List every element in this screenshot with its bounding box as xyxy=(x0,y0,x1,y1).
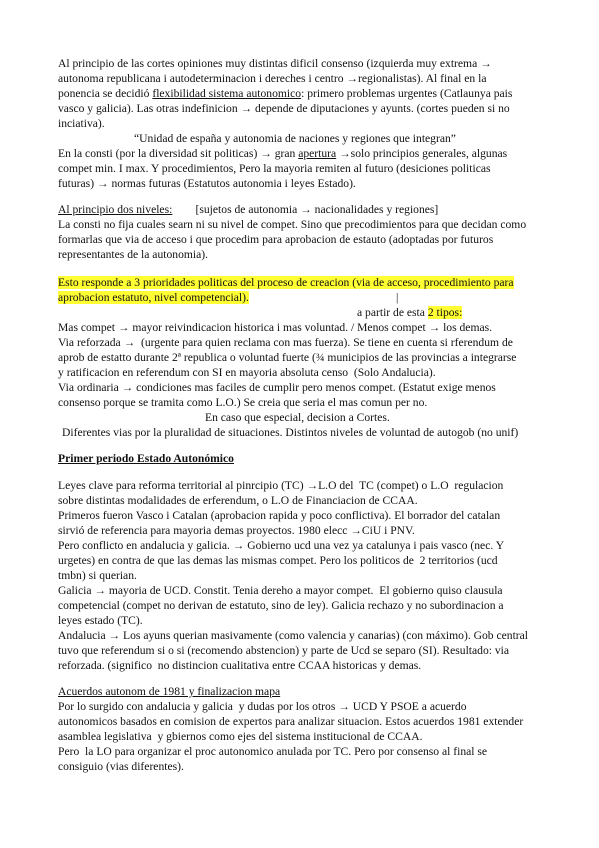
text-line: Al principio de las cortes opiniones muy distintas dificil consenso (izquierda muy extrema → xyxy=(58,57,492,70)
text-line: Pero conflicto en andalucia y galicia. → Gobierno ucd una vez ya catalunya i pais vasco (nec. Y xyxy=(58,539,505,552)
text-line: Por lo surgido con andalucia y galicia y dudas por los otros → UCD Y PSOE a acuerdo xyxy=(58,700,467,713)
underlined-term: flexibilidad sistema autonomico xyxy=(152,87,302,100)
text-line: sobre distintas modalidades de erferendum, o L.O de Financiacion de CCAA. xyxy=(58,494,418,507)
text-line: vasco y galicia). Las otras indefinicion → depende de diputaciones y ayunts. (cortes pueden si no xyxy=(58,102,510,115)
text-line: En caso que especial, decision a Cortes. xyxy=(205,411,390,424)
text-line: inciativa). xyxy=(58,117,105,130)
text-line: Primeros fueron Vasco i Catalan (aprobacion rapida y poco conflictiva). El borrador del catalan xyxy=(58,509,501,522)
highlighted-line xyxy=(58,290,249,305)
subheading: Acuerdos autonom de 1981 y finalizacion mapa xyxy=(58,685,281,698)
text-line: En la consti (por la diversidad sit politicas) → gran apertura →solo principios generales, algunas xyxy=(58,147,508,160)
text-line: futuras) → normas futuras (Estatutos autonomia i leyes Estado). xyxy=(58,177,356,190)
highlight: Esto responde a 3 prioridades politicas del proceso de creacion (via de acceso, procedimiento para xyxy=(58,276,514,289)
text-line: y ratificacion en referendum con SI en mayoria absoluta censo (Solo Andalucia). xyxy=(58,366,436,379)
text-line: autonomicos basados en comision de expertos para analizar situacion. Estos acuerdos 1981 extender xyxy=(58,715,524,728)
text-line: Pero la LO para organizar el proc autonomico anulada por TC. Pero por consenso al final se xyxy=(58,745,488,758)
text-line: Al principio dos niveles: [sujetos de autonomia → nacionalidades y regiones] xyxy=(58,203,439,216)
text-line: autonoma republicana i autodeterminacion i dereches i centro →regionalistas). Al final en la xyxy=(58,72,487,85)
text-line: Leyes clave para reforma territorial al pinrcipio (TC) →L.O del TC (compet) o L.O regulacion xyxy=(58,479,504,492)
text-line: a partir de esta 2 tipos: xyxy=(357,306,463,319)
subheading: Al principio dos niveles: xyxy=(58,203,173,216)
text-line: Diferentes vias por la pluralidad de situaciones. Distintos niveles de voluntad de autogob (no unif) xyxy=(62,426,519,439)
underlined-term: apertura xyxy=(298,147,337,160)
text-line: La consti no fija cuales searn ni su nivel de compet. Sino que precodimientos para que decidan como xyxy=(58,218,527,231)
text-line: Galicia → mayoria de UCD. Constit. Tenia dereho a mayor compet. El gobierno quiso clausula xyxy=(58,584,503,597)
text-line: compet min. I max. Y procedimientos, Pero la mayoria remiten al futuro (desiciones politicas xyxy=(58,162,491,175)
text-line: urgetes) en contra de que las demas las mismas compet. Pero los politicos de 2 territorios (ucd xyxy=(58,554,498,567)
quote-line: “Unidad de españa y autonomia de naciones y regiones que integran” xyxy=(134,132,456,145)
text-line: reforzada. (significo no distincion cualitativa entre CCAA historicas y demas. xyxy=(58,659,422,672)
text-line: competencial (compet no derivan de estatuto, sino de ley). Galicia rechazo y no subordinacion a xyxy=(58,599,504,612)
text-line: representantes de la autonomia). xyxy=(58,248,209,261)
text-line: consiguio (vias diferentes). xyxy=(58,760,184,773)
highlight: aprobacion estatuto, nivel competencial). xyxy=(58,291,249,304)
text-line: asamblea legislativa y gbiernos como ejes del sistema institucional de CCAA. xyxy=(58,730,423,743)
text-line: Andalucia → Los ayuns querian masivamente (como valencia y canarias) (con máximo). Gob central xyxy=(58,629,529,642)
text-line: Via ordinaria → condiciones mas faciles de cumplir pero menos compet. (Estatut exige menos xyxy=(58,381,496,394)
highlighted-line xyxy=(58,275,514,290)
text-line: tuvo que referendum si o si (recomendo abstencion) y parte de Ucd se separo (SI). Resultado: via xyxy=(58,644,510,657)
text-line: formarlas que via de acceso i que procedim para aprobacion de estauto (adoptadas por futuros xyxy=(58,233,494,246)
section-heading: Primer periodo Estado Autonómico xyxy=(58,452,234,465)
text-line: sirvió de referencia para mayoria demas proyectos. 1980 elecc →CiU i PNV. xyxy=(58,524,415,537)
text-line: consenso porque se tramita como L.O.) Se creia que seria el mas comun per no. xyxy=(58,396,428,409)
text-line: Via reforzada → (urgente para quien reclama con mas fuerza). Se tiene en cuenta si rferendum de xyxy=(58,336,513,349)
connector-mark: | xyxy=(396,291,399,304)
highlight: 2 tipos: xyxy=(427,306,463,319)
text-line: Mas compet → mayor reivindicacion historica i mas voluntad. / Menos compet → los demas. xyxy=(58,321,493,334)
text-line: leyes estado (TC). xyxy=(58,614,143,627)
text-line: ponencia se decidió flexibilidad sistema autonomico: primero problemas urgentes (Catlaunya pais xyxy=(58,87,513,100)
text-line: aprob de estatto durante 2ª republica o voluntad fuerte (¾ municipios de las provincias a integrarse xyxy=(58,351,517,364)
text-line: tmbn) si querian. xyxy=(58,569,137,582)
